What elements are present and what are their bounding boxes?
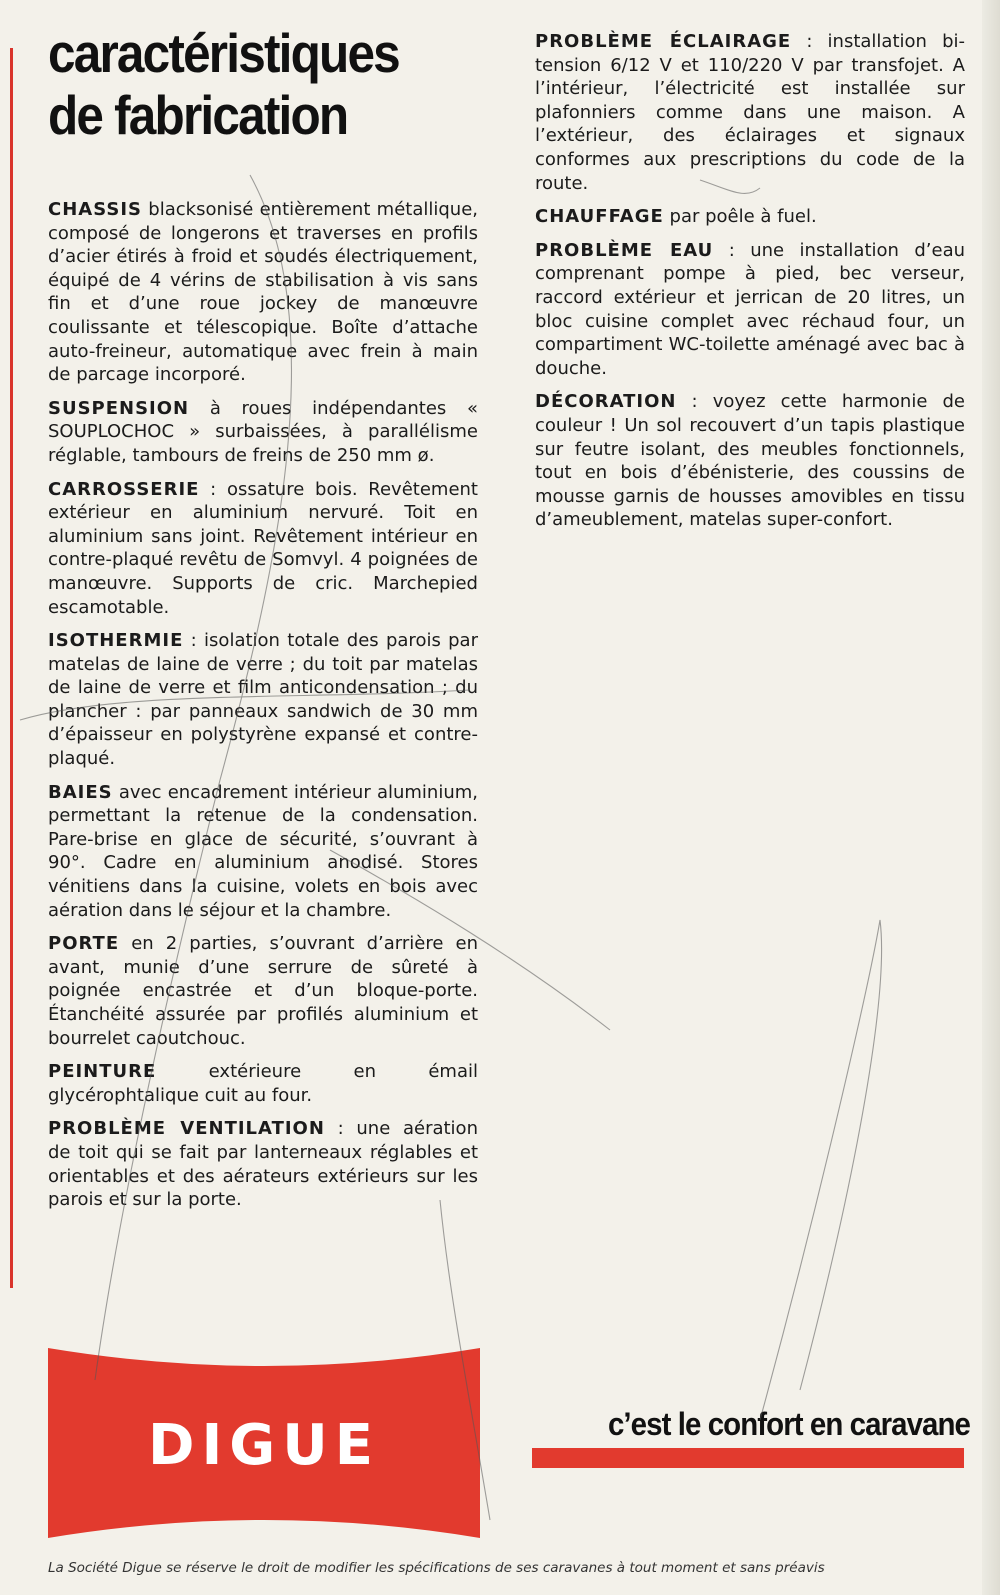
footer-disclaimer: La Société Digue se réserve le droit de modifier les spécifications de ses caravanes à tout moment et sans préavis — [48, 1560, 825, 1576]
page-edge — [982, 0, 1000, 1595]
spec-text: avec encadrement intérieur aluminium, permettant la retenue de la condensation. Pare-brise en glace de sécurité, s’ouvrant à 90°. Cadre en aluminium anodisé. Stores vénitiens dans la cuisine, volets en bois avec aération dans le séjour et la chambre. — [48, 781, 478, 921]
spec-baies — [48, 781, 478, 923]
spec-term: PROBLÈME VENTILATION — [48, 1118, 325, 1140]
spec-term: PORTE — [48, 933, 120, 955]
spec-text: : une aération de toit qui se fait par lanterneaux réglables et orientables et des aérateurs extérieurs sur les parois et sur la porte. — [48, 1118, 478, 1211]
spec-decoration — [535, 390, 965, 532]
spec-term: SUSPENSION — [48, 397, 190, 419]
spec-text: : isolation totale des parois par matelas de laine de verre ; du toit par matelas de laine de verre et film anticondensation ; du plancher : par panneaux sandwich de 30 mm d’épaisseur en polystyrène expansé et contre-plaqué. — [48, 630, 478, 770]
slogan: c’est le confort en caravane — [607, 1406, 970, 1442]
spec-text: : voyez cette harmonie de couleur ! Un sol recouvert d’un tapis plastique sur feutre isolant, des meubles fonctionnels, tout en bois d’ébénisterie, des coussins de mousse garnis de housses amovibles en tissu d’ameublement, matelas super-confort. — [535, 391, 965, 531]
spec-suspension — [48, 397, 478, 468]
spec-peinture — [48, 1060, 478, 1107]
right-spec-column — [535, 30, 965, 542]
spec-chauffage — [535, 205, 965, 229]
spec-text: : installation bi-tension 6/12 V et 110/220 V par transfojet. A l’intérieur, l’électricité est installée sur plafonniers comme dans une maison. A l’extérieur, des éclairages et signaux conformes aux prescriptions du code de la route. — [535, 31, 965, 194]
spec-term: ISOTHERMIE — [48, 630, 184, 652]
spec-term: DÉCORATION — [535, 391, 677, 413]
spec-text: : une installation d’eau comprenant pompe à pied, bec verseur, raccord extérieur et jerrican de 20 litres, un bloc cuisine complet avec réchaud four, un compartiment WC-toilette aménagé avec bac à douche. — [535, 239, 966, 379]
page-title — [48, 22, 471, 146]
spec-term: CHASSIS — [48, 199, 142, 220]
spec-text: en 2 parties, s’ouvrant d’arrière en avant, munie d’une serrure de sûreté à poignée encastrée et d’un bloque-porte. Étanchéité assurée par profilés aluminium et bourrelet caoutchouc. — [48, 933, 478, 1049]
spec-term: BAIES — [48, 781, 113, 803]
logo-wordmark: DIGUE — [147, 1413, 380, 1478]
spec-text: : ossature bois. Revêtement extérieur en aluminium nervuré. Toit en aluminium sans joint. Revêtement intérieur en contre-plaqué revêtu de Somvyl. 4 poignées de manœuvre. Supports de cric. Marchepied escamotable. — [48, 478, 478, 618]
spec-ventilation — [48, 1117, 478, 1211]
title-line-2: de fabrication — [48, 84, 348, 146]
spec-term: PROBLÈME ÉCLAIRAGE — [535, 31, 792, 52]
spec-chassis — [48, 198, 478, 387]
spec-eclairage — [535, 30, 965, 195]
spec-term: PEINTURE — [48, 1061, 157, 1083]
spec-isothermie — [48, 629, 478, 771]
red-margin-rule — [10, 48, 13, 1288]
spec-term: CHAUFFAGE — [535, 206, 664, 228]
spec-text: par poêle à fuel. — [663, 206, 817, 228]
spec-term: PROBLÈME EAU — [535, 239, 714, 261]
title-line-1: caractéristiques — [48, 22, 399, 84]
spec-text: à roues indépendantes « SOUPLOCHOC » surbaissées, à parallélisme réglable, tambours de freins de 250 mm ø. — [48, 397, 478, 466]
spec-carrosserie — [48, 478, 478, 620]
spec-text: extérieure en émail glycérophtalique cuit au four. — [48, 1061, 478, 1106]
spec-porte — [48, 932, 478, 1050]
slogan-underline-bar — [532, 1448, 964, 1468]
scribble-line — [760, 920, 882, 1420]
spec-text: blacksonisé entièrement métallique, composé de longerons et traverses en profils d’acier étirés à froid et soudés électriquement, équipé de 4 vérins de stabilisation à vis sans fin et d’une roue jockey de manœuvre coulissante et télescopique. Boîte d’attache auto-freineur, automatique avec frein à main de parcage incorporé. — [48, 199, 478, 386]
left-spec-column — [48, 198, 478, 1222]
spec-term: CARROSSERIE — [48, 478, 200, 500]
spec-eau — [535, 239, 965, 381]
